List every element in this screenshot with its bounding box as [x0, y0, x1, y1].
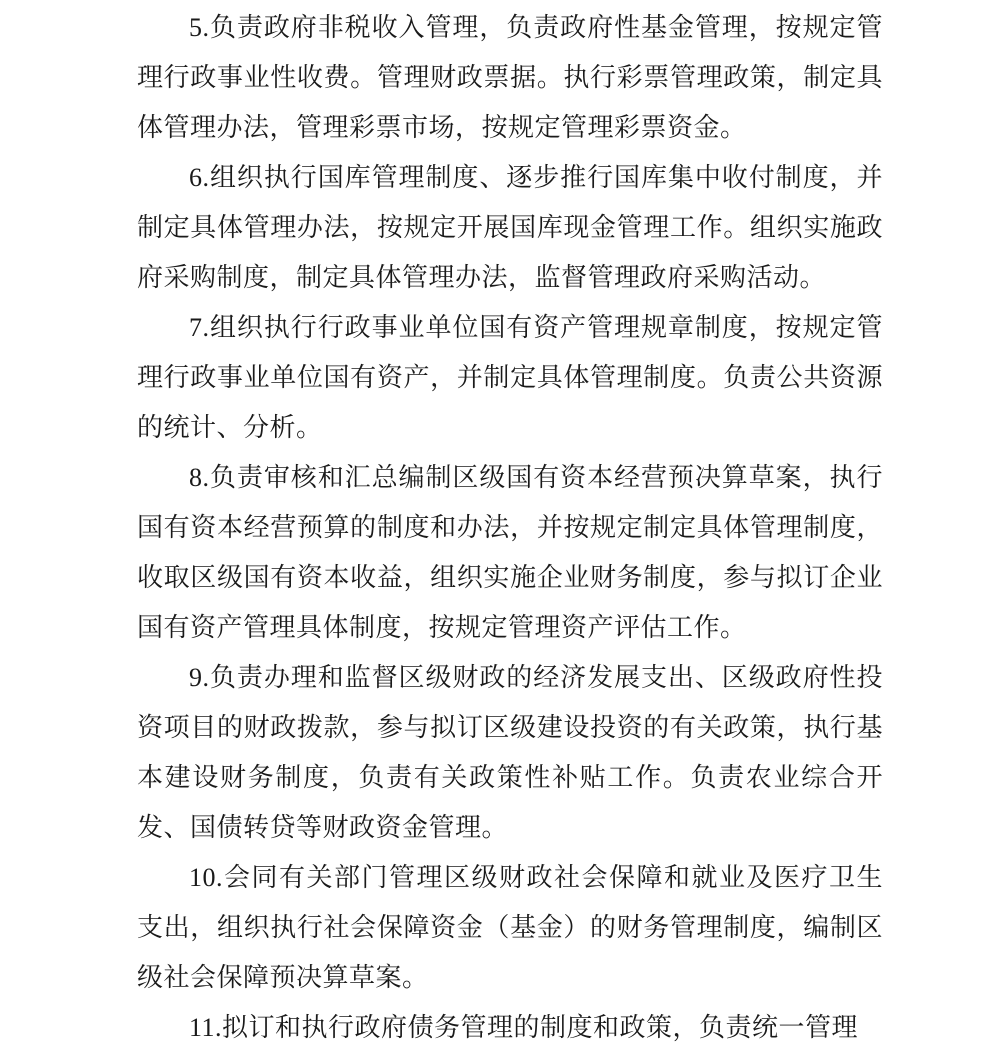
- paragraph-item-6: 6.组织执行国库管理制度、逐步推行国库集中收付制度，并制定具体管理办法，按规定开展国库现金管理工作。组织实施政府采购制度，制定具体管理办法，监督管理政府采购活动。: [137, 163, 883, 292]
- document-body: [137, 3, 883, 1053]
- paragraph-item-9: 9.负责办理和监督区级财政的经济发展支出、区级政府性投资项目的财政拨款，参与拟订区级建设投资的有关政策，执行基本建设财务制度，负责有关政策性补贴工作。负责农业综合开发、国债转贷等财政资金管理。: [137, 663, 883, 842]
- paragraph-item-8: 8.负责审核和汇总编制区级国有资本经营预决算草案，执行国有资本经营预算的制度和办法，并按规定制定具体管理制度，收取区级国有资本收益，组织实施企业财务制度，参与拟订企业国有资产管理具体制度，按规定管理资产评估工作。: [137, 463, 883, 642]
- paragraph-item-7: 7.组织执行行政事业单位国有资产管理规章制度，按规定管理行政事业单位国有资产，并制定具体管理制度。负责公共资源的统计、分析。: [137, 313, 883, 442]
- paragraph-item-5: 5.负责政府非税收入管理，负责政府性基金管理，按规定管理行政事业性收费。管理财政票据。执行彩票管理政策，制定具体管理办法，管理彩票市场，按规定管理彩票资金。: [137, 13, 883, 142]
- paragraph-item-11: 11.拟订和执行政府债务管理的制度和政策，负责统一管理: [189, 1013, 859, 1042]
- paragraph-item-10: 10.会同有关部门管理区级财政社会保障和就业及医疗卫生支出，组织执行社会保障资金（基金）的财务管理制度，编制区级社会保障预决算草案。: [137, 863, 883, 992]
